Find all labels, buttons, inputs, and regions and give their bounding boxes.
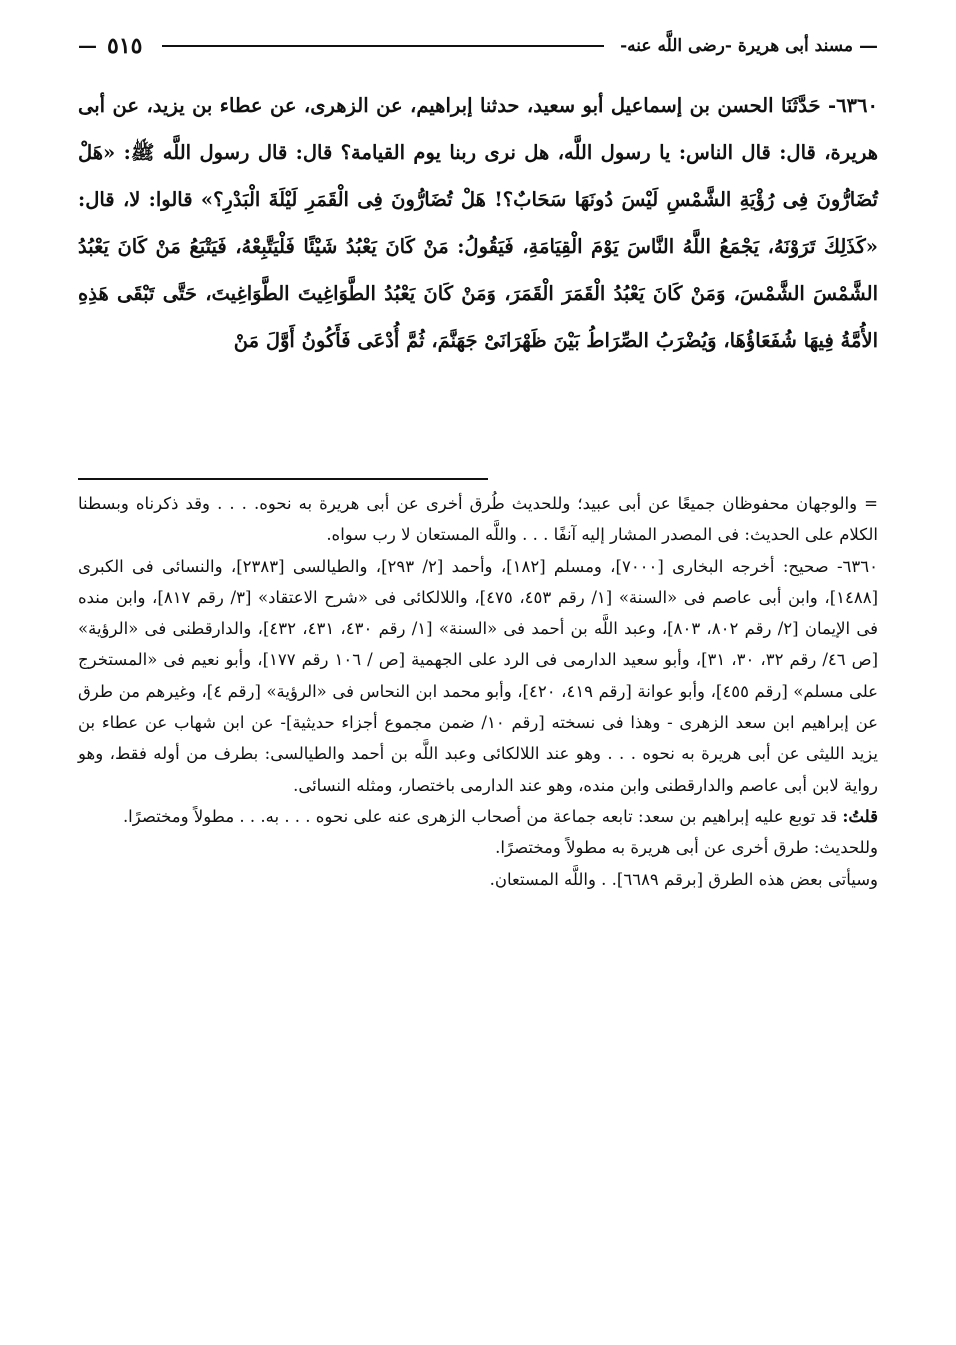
continuation-mark: = — [864, 494, 878, 513]
continuation-text: والوجهان محفوظان جميعًا عن أبى عبيد؛ وللحديث طُرق أخرى عن أبى هريرة به نحوه. . . . وقد ذكرناه وبسطنا الكلام على الحديث: فى المصدر المشار إليه آنفًا . . . واللَّه المستعان لا رب سواه. — [78, 494, 878, 545]
running-title: مسند أبى هريرة -رضى اللَّه عنه- — [620, 36, 853, 56]
page-number: ٥١٥ — [107, 33, 143, 59]
footnote-qultu — [78, 801, 878, 832]
footnotes — [78, 488, 878, 895]
qultu-label: قلتُ: — [842, 806, 878, 826]
page-header — [78, 30, 878, 62]
hadith-quote-2: «كَذَلِكَ تَرَوْنَهُ، يَجْمَعُ اللَّهُ النَّاسَ يَوْمَ الْقِيَامَةِ، فَيَقُولُ: مَنْ كَانَ يَعْبُدُ شَيْئًا فَلْيَتَّبِعْهُ، فَيَتْبَعُ مَنْ كَانَ يَعْبُدُ الشَّمْسَ الشَّمْسَ، وَمَنْ كَانَ يَعْبُدُ الْقَمَرَ الْقَمَرَ، وَمَنْ كَانَ يَعْبُدُ الطَّوَاغِيتَ الطَّوَاغِيتَ، حَتَّى تَبْقَى هَذِهِ الأُمَّةُ فِيهَا شُفَعَاؤُهَا، وَيُضْرَبُ الصِّرَاطُ بَيْنَ ظَهْرَانَىْ جَهَنَّمَ، ثُمَّ أُدْعَى فَأَكُونُ أَوَّلَ مَنْ — [78, 235, 878, 352]
hadith-middle: قالوا: لا، قال: — [78, 188, 193, 211]
footnote-separator — [78, 478, 488, 480]
footnote-continuation — [78, 488, 878, 551]
header-rule — [162, 45, 604, 47]
footnote-takhrij — [78, 551, 878, 801]
hadith-isnad: حَدَّثَنَا الحسن بن إسماعيل أبو سعيد، حدثنا إبراهيم، عن الزهرى، عن عطاء بن يزيد، عن أبى هريرة، قال: قال الناس: يا رسول اللَّه، هل نرى ربنا يوم القيامة؟ قال: قال رسول اللَّه ﷺ: — [78, 94, 878, 164]
footnote-final: وسيأتى بعض هذه الطرق [برقم ٦٦٨٩]. . واللَّه المستعان. — [489, 869, 878, 889]
header-dash: — — [859, 35, 878, 57]
header-dash-end: — — [78, 35, 97, 57]
takhrij-text: أخرجه البخارى [٧٠٠٠]، ومسلم [١٨٢]، وأحمد [٢/ ٢٩٣]، والطيالسى [٢٣٨٣]، والنسائى فى الكبرى [١٤٨٨]، وابن أبى عاصم فى «السنة» [١/ رقم ٤٥٣، ٤٧٥]، واللالكائى فى «شرح الاعتقاد» [٣/ رقم ٨١٧]، وابن منده فى الإيمان [٢/ رقم ٨٠٢، ٨٠٣]، وعبد اللَّه بن أحمد فى «السنة» [١/ رقم ٤٣٠، ٤٣١، ٤٣٢]، والدارقطنى فى «الرؤية» [ص ٤٦/ رقم ٣٢، ٣٠، ٣١]، وأبو سعيد الدارمى فى الرد على الجهمية [ص / ١٠٦ رقم ١٧٧]، وأبو نعيم فى «المستخرج على مسلم» [رقم ٤٥٥]، وأبو عوانة [رقم ٤١٩، ٤٢٠]، وأبو محمد ابن النحاس فى «الرؤية» [رقم ٤]، وغيرهم من طرق عن إبراهيم ابن سعد الزهرى - وهذا فى نسخته [رقم ١٠/ ضمن مجموع أجزاء حديثية]- عن ابن شهاب عن عطاء بن يزيد الليثى عن أبى هريرة به نحوه . . . وهو عند اللالكائى وعبد اللَّه بن أحمد والطيالسى: بطرف من أوله فقط، وهو رواية لابن أبى عاصم والدارقطنى وابن منده، وهو عند الدارمى باختصار، ومثله النسائى. — [78, 556, 879, 795]
takhrij-grade: صحيح: — [782, 556, 829, 576]
qultu-text: قد توبع عليه إبراهيم بن سعد: تابعه جماعة من أصحاب الزهرى عنه على نحوه . . . به. . . مطولاً ومختصرًا. — [122, 806, 838, 826]
hadith-number: ٦٣٦٠- — [827, 94, 878, 117]
footnote-turuq: وللحديث: طرق أخرى عن أبى هريرة به مطولاً ومختصرًا. — [495, 838, 878, 858]
takhrij-number: ٦٣٦٠- — [836, 556, 878, 576]
hadith-quote-1: «هَلْ تُضَارُّونَ فِى رُؤْيَةِ الشَّمْسِ لَيْسَ دُونَهَا سَحَابٌ؟! هَلْ تُضَارُّونَ فِى الْقَمَرِ لَيْلَةَ الْبَدْرِ؟» — [78, 141, 878, 211]
hadith-text — [78, 82, 878, 364]
